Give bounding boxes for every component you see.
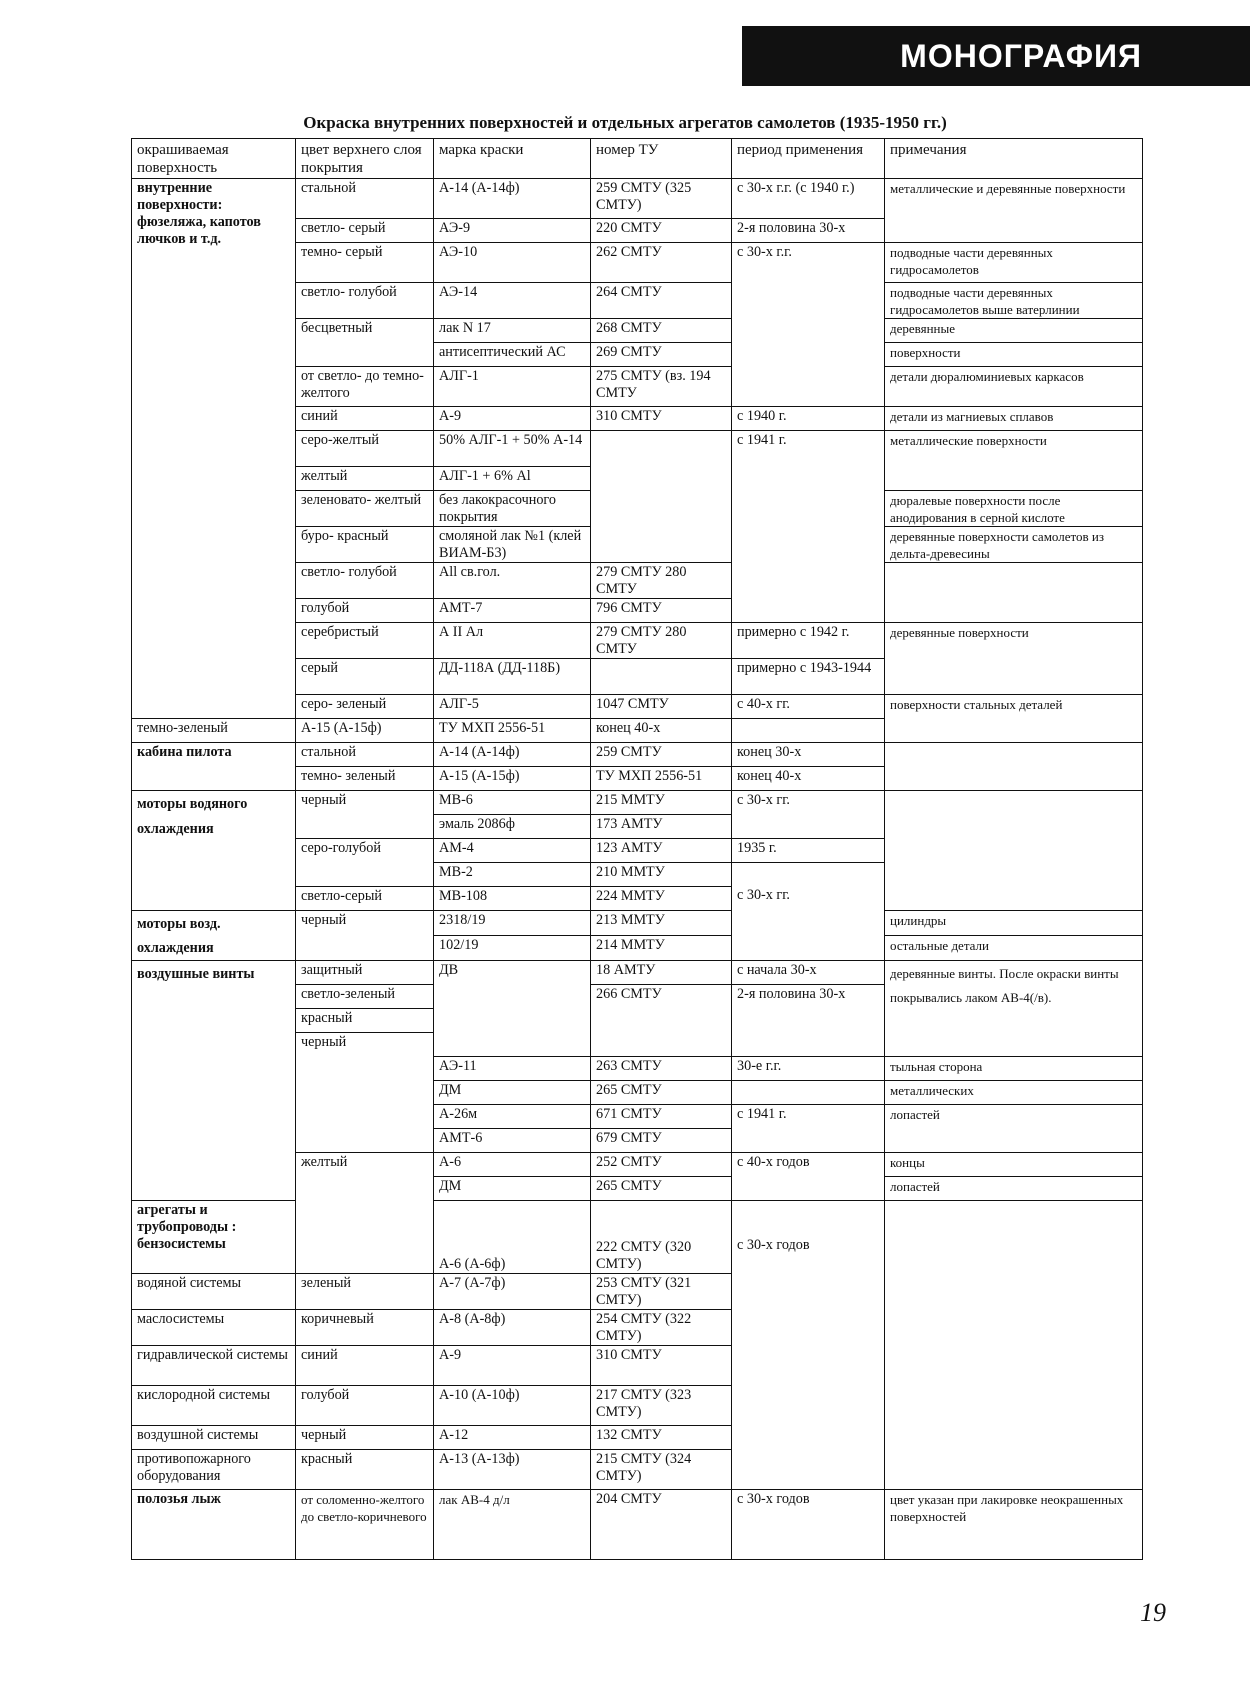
table-row [132,1490,1143,1560]
period-cell: 30-е г.г. [732,1057,885,1081]
tu-cell: 254 СМТУ (322 СМТУ) [591,1310,732,1346]
paint-cell: МВ-6 [434,791,591,815]
surface-cell: маслосистемы [132,1310,296,1346]
paint-cell: ДМ [434,1081,591,1105]
period-cell: конец 30-х [732,743,885,767]
tu-cell: 259 СМТУ (325 СМТУ) [591,179,732,219]
tu-cell: 132 СМТУ [591,1426,732,1450]
period-cell: 1935 г. [732,839,885,863]
note-cell [885,563,1143,623]
tu-cell: 224 ММТУ [591,887,732,911]
column-header: марка краски [434,139,591,179]
note-cell: металлических [885,1081,1143,1105]
tu-cell: 268 СМТУ [591,319,732,343]
paint-cell: А-12 [434,1426,591,1450]
period-cell: с 40-х гг. [732,695,885,719]
surface-cell: кабина пилота [132,743,296,791]
paint-cell: АМ-4 [434,839,591,863]
paint-cell: АЭ-14 [434,283,591,319]
paint-cell: А-9 [434,407,591,431]
color-cell: серо-голубой [296,839,434,887]
tu-cell: 265 СМТУ [591,1177,732,1201]
paint-cell: А-7 (А-7ф) [434,1274,591,1310]
color-cell: темно- зеленый [296,767,434,791]
paint-cell: А-15 (А-15ф) [434,767,591,791]
color-cell: серо- зеленый [296,695,434,719]
paint-cell: 2318/19 [434,911,591,936]
color-cell: синий [296,407,434,431]
tu-cell: 265 СМТУ [591,1081,732,1105]
paint-cell: эмаль 2086ф [434,815,591,839]
tu-cell: 210 ММТУ [591,863,732,887]
note-cell: подводные части деревянных гидросамолетов выше ватерлинии [885,283,1143,319]
surface-cell: противопожарного оборудования [132,1450,296,1490]
surface-cell: гидравлической системы [132,1346,296,1386]
tu-cell: 671 СМТУ [591,1105,732,1129]
color-cell: серый [296,659,434,695]
table-row [132,911,1143,936]
column-header: окрашиваемая поверхность [132,139,296,179]
paint-cell: МВ-2 [434,863,591,887]
note-cell: лопастей [885,1177,1143,1201]
note-cell: тыльная сторона [885,1057,1143,1081]
color-cell: светло- серый [296,219,434,243]
paint-cell: А-13 (А-13ф) [434,1450,591,1490]
tu-cell: 1047 СМТУ [591,695,732,719]
tu-cell: 253 СМТУ (321 СМТУ) [591,1274,732,1310]
period-cell: с начала 30-х [732,961,885,985]
color-cell: коричневый [296,1310,434,1346]
color-cell: синий [296,1346,434,1386]
column-header: примечания [885,139,1143,179]
note-cell: деревянные [885,319,1143,343]
tu-cell: 217 СМТУ (323 СМТУ) [591,1386,732,1426]
note-cell: подводные части деревянных гидросамолетов [885,243,1143,283]
color-cell: красный [296,1450,434,1490]
paint-cell: А-6 (А-6ф) [434,1201,591,1274]
tu-cell: 215 СМТУ (324 СМТУ) [591,1450,732,1490]
period-cell: 2-я половина 30-х [732,219,885,243]
tu-cell: 310 СМТУ [591,1346,732,1386]
note-cell: лопастей [885,1105,1143,1153]
paint-cell: ДД-118А (ДД-118Б) [434,659,591,695]
tu-cell: 18 АМТУ [591,961,732,985]
table-title: Окраска внутренних поверхностей и отдельных агрегатов самолетов (1935-1950 гг.) [303,113,947,132]
surface-cell: водяной системы [132,1274,296,1310]
color-cell: от соломенно-желтого до светло-коричневого [296,1490,434,1560]
color-cell: от светло- до темно- желтого [296,367,434,407]
table-row [132,1201,1143,1274]
color-cell: темно- серый [296,243,434,283]
color-cell: светло-серый [296,887,434,911]
tu-cell: 220 СМТУ [591,219,732,243]
paint-cell: лак АВ-4 д/л [434,1490,591,1560]
period-cell: конец 40-х [591,719,732,743]
paint-cell: АМТ-7 [434,599,591,623]
color-cell: желтый [296,467,434,491]
note-cell: металлические и деревянные поверхности [885,179,1143,243]
paint-cell: АЛГ-5 [434,695,591,719]
column-header: номер ТУ [591,139,732,179]
paint-table [131,138,1143,1560]
tu-cell: 259 СМТУ [591,743,732,767]
tu-cell: 252 СМТУ [591,1153,732,1177]
color-cell: светло-зеленый [296,985,434,1009]
color-cell: черный [296,1426,434,1450]
note-cell: цилиндры [885,911,1143,936]
color-cell: черный [296,911,434,961]
paint-cell: 50% АЛГ-1 + 50% А-14 [434,431,591,467]
tu-cell: ТУ МХП 2556-51 [591,767,732,791]
period-cell: с 30-х г.г. (с 1940 г.) [732,179,885,219]
color-cell: зеленый [296,1274,434,1310]
tu-cell: 123 АМТУ [591,839,732,863]
tu-cell: 310 СМТУ [591,407,732,431]
tu-cell: 679 СМТУ [591,1129,732,1153]
monograph-banner: МОНОГРАФИЯ [742,26,1250,86]
table-row [132,179,1143,219]
color-cell: защитный [296,961,434,985]
paint-cell: смоляной лак №1 (клей ВИАМ-Б3) [434,527,591,563]
paint-cell: АЛГ-1 [434,367,591,407]
color-cell: голубой [296,1386,434,1426]
color-cell: красный [296,1009,434,1033]
period-cell: с 30-х гг. [732,863,885,961]
tu-cell: 222 СМТУ (320 СМТУ) [591,1201,732,1274]
period-cell: конец 40-х [732,767,885,791]
paint-cell: МВ-108 [434,887,591,911]
color-cell: светло- голубой [296,563,434,599]
color-cell: серо-желтый [296,431,434,467]
paint-cell: А-10 (А-10ф) [434,1386,591,1426]
page-number: 19 [1140,1598,1166,1627]
tu-cell: 279 СМТУ 280 СМТУ [591,563,732,599]
tu-cell [591,659,732,695]
period-cell: с 1941 г. [732,431,885,623]
note-cell: остальные детали [885,936,1143,961]
color-cell: голубой [296,599,434,623]
surface-cell: моторы возд. охлаждения [132,911,296,961]
surface-cell: агрегаты и трубопроводы : бензосистемы [132,1201,296,1274]
color-cell: желтый [296,1153,434,1274]
color-cell: черный [296,791,434,839]
table-row [132,791,1143,815]
period-cell: с 1940 г. [732,407,885,431]
color-cell: черный [296,1033,434,1153]
tu-cell: 214 ММТУ [591,936,732,961]
surface-cell: воздушные винты [132,961,296,1201]
note-cell: детали дюралюминиевых каркасов [885,367,1143,407]
tu-cell: 279 СМТУ 280 СМТУ [591,623,732,659]
tu-cell: 796 СМТУ [591,599,732,623]
note-cell [885,1201,1143,1490]
tu-cell: 173 АМТУ [591,815,732,839]
paint-cell: А II Ал [434,623,591,659]
tu-cell: 266 СМТУ [591,985,732,1057]
color-cell: бесцветный [296,319,434,367]
color-cell: серебристый [296,623,434,659]
color-cell: светло- голубой [296,283,434,319]
color-cell: буро- красный [296,527,434,563]
tu-cell: 262 СМТУ [591,243,732,283]
note-cell [885,743,1143,791]
note-cell: цвет указан при лакировке неокрашенных поверхностей [885,1490,1143,1560]
note-cell: дюралевые поверхности после анодирования в серной кислоте [885,491,1143,527]
paint-cell: ДВ [434,961,591,1057]
column-header: период применения [732,139,885,179]
tu-cell: 215 ММТУ [591,791,732,815]
paint-cell: А-8 (А-8ф) [434,1310,591,1346]
paint-cell: ДМ [434,1177,591,1201]
surface-cell: внутренние поверхности: фюзеляжа, капотов лючков и т.д. [132,179,296,719]
surface-cell: полозья лыж [132,1490,296,1560]
note-cell: металлические поверхности [885,431,1143,491]
tu-cell: 275 СМТУ (вз. 194 СМТУ [591,367,732,407]
period-cell: с 30-х гг. [732,791,885,839]
paint-cell: А-6 [434,1153,591,1177]
tu-cell: 213 ММТУ [591,911,732,936]
color-cell: стальной [296,179,434,219]
tu-cell: ТУ МХП 2556-51 [434,719,591,743]
paint-cell: АЭ-9 [434,219,591,243]
paint-cell: А-14 (А-14ф) [434,179,591,219]
note-cell: детали из магниевых сплавов [885,407,1143,431]
table-row [132,961,1143,985]
note-cell [885,791,1143,911]
paint-cell: АЭ-11 [434,1057,591,1081]
header-row [132,139,1143,179]
period-cell: 2-я половина 30-х [732,985,885,1057]
period-cell: с 30-х годов [732,1201,885,1490]
paint-cell: без лакокрасочного покрытия [434,491,591,527]
period-cell: с 1941 г. [732,1105,885,1153]
column-header: цвет верхнего слоя покрытия [296,139,434,179]
period-cell: примерно с 1943-1944 [732,659,885,695]
paint-cell: АЛГ-1 + 6% Al [434,467,591,491]
table-row [132,743,1143,767]
note-cell: деревянные винты. После окраски винты покрывались лаком АВ-4(/в). [885,961,1143,1057]
note-cell: концы [885,1153,1143,1177]
tu-cell: 204 СМТУ [591,1490,732,1560]
color-cell: зеленовато- желтый [296,491,434,527]
paint-cell: All св.гол. [434,563,591,599]
tu-cell: 263 СМТУ [591,1057,732,1081]
paint-cell: лак N 17 [434,319,591,343]
period-cell: с 30-х г.г. [732,243,885,407]
period-cell [732,1081,885,1105]
surface-cell: кислородной системы [132,1386,296,1426]
paint-cell: АЭ-10 [434,243,591,283]
paint-cell: А-26м [434,1105,591,1129]
note-cell: поверхности [885,343,1143,367]
paint-cell: А-9 [434,1346,591,1386]
paint-cell: А-14 (А-14ф) [434,743,591,767]
paint-cell: антисептический АС [434,343,591,367]
surface-cell: воздушной системы [132,1426,296,1450]
tu-cell: 264 СМТУ [591,283,732,319]
surface-cell: моторы водяного охлаждения [132,791,296,911]
period-cell: примерно с 1942 г. [732,623,885,659]
tu-cell: 269 СМТУ [591,343,732,367]
paint-cell: 102/19 [434,936,591,961]
paint-cell: А-15 (А-15ф) [296,719,434,743]
tu-cell [591,431,732,563]
note-cell: поверхности стальных деталей [885,695,1143,743]
color-cell: темно-зеленый [132,719,296,743]
period-cell: с 30-х годов [732,1490,885,1560]
period-cell: с 40-х годов [732,1153,885,1201]
paint-cell: АМТ-6 [434,1129,591,1153]
note-cell: деревянные поверхности самолетов из дельта-древесины [885,527,1143,563]
note-cell: деревянные поверхности [885,623,1143,695]
color-cell: стальной [296,743,434,767]
